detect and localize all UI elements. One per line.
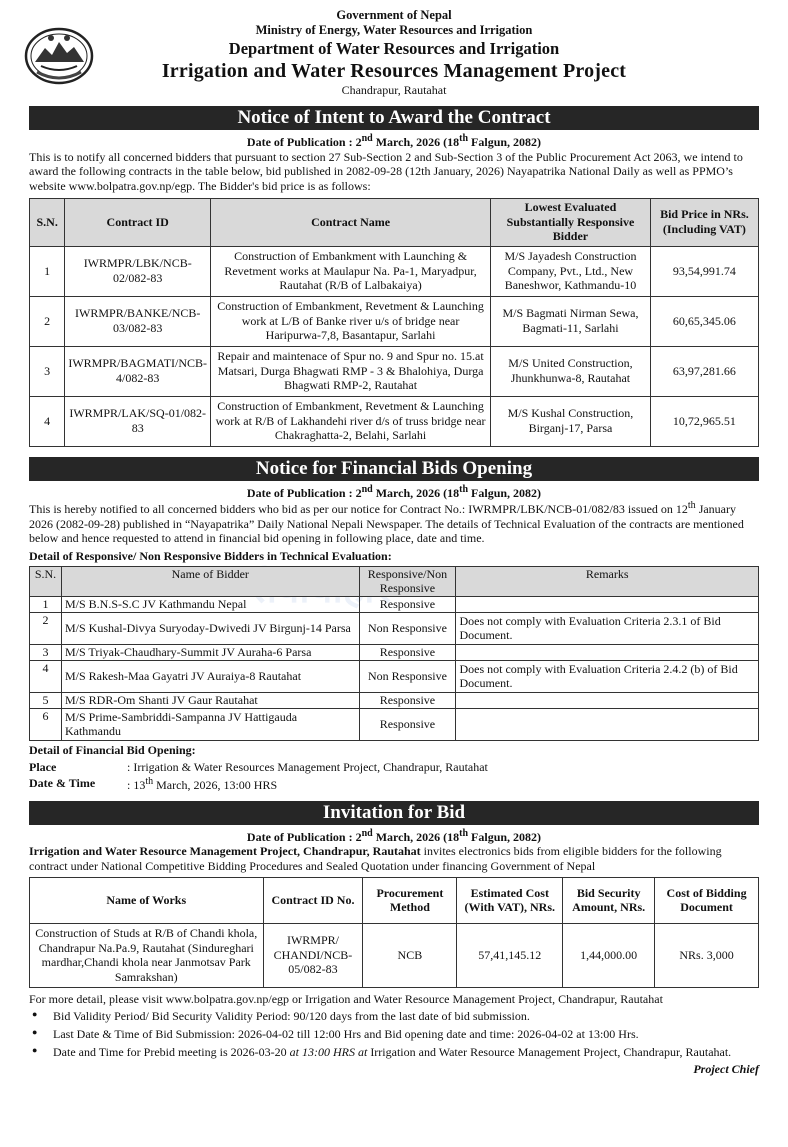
technical-eval-heading: Detail of Responsive/ Non Responsive Bidders in Technical Evaluation: [29, 549, 392, 563]
header-contract-id-no: Contract ID No. [263, 877, 363, 923]
datetime-row [29, 776, 759, 793]
banner-invitation-for-bid: Invitation for Bid [29, 801, 759, 825]
signature: Project Chief [693, 1062, 759, 1077]
table-row: 6 M/S Prime-Sambriddi-Sampanna JV Hattigauda Kathmandu Responsive [30, 708, 759, 740]
datetime-label: Date & Time [29, 776, 96, 791]
list-item: ● Last Date & Time of Bid Submission: 2026-04-02 till 12:00 Hrs and Bid opening date and time: 2026-04-02 at 13:00 Hrs. [29, 1027, 759, 1042]
award-table [29, 198, 759, 447]
header-lowest-bidder: Lowest Evaluated Substantially Responsive Bidder [491, 198, 651, 246]
header-department: Department of Water Resources and Irrigation [228, 38, 560, 58]
header-contract-id: Contract ID [65, 198, 211, 246]
more-detail: For more detail, please visit www.bolpatra.gov.np/egp or Irrigation and Water Resource Management Project, Chandrapur, Rautahat [29, 991, 663, 1006]
publication-date-1: Date of Publication : 2nd March, 2026 (18th Falgun, 2082) [246, 133, 542, 149]
invitation-intro: Irrigation and Water Resource Management Project, Chandrapur, Rautahat invites electronics bids from eligible bidders for the following contract under National Competitive Bidding Procedures and Sealed Quotation under financing Government of Nepal [29, 844, 722, 873]
notice-page [29, 8, 759, 1077]
bullet-list [29, 1009, 759, 1059]
place-value: : Irrigation & Water Resources Management Project, Chandrapur, Rautahat [127, 759, 488, 774]
header-responsive: Responsive/Non Responsive [359, 566, 456, 596]
table-row: 5 M/S RDR-Om Shanti JV Gaur Rautahat Responsive [30, 692, 759, 708]
header-bidder-name: Name of Bidder [61, 566, 359, 596]
intent-intro: This is to notify all concerned bidders that pursuant to section 27 Sub-Section 2 and Sub-Section 3 of the Public Procurement Act 2063, we intend to award the following contracts in the table below, bid published in 2082-09-28 (12th January, 2026) Nayapatrika National Daily as well as PPMO’s website www.bolpatra.gov.np/egp. The Bidder's bid price is as follows: [29, 149, 743, 193]
header-procurement-method: Procurement Method [363, 877, 457, 923]
header [29, 8, 759, 106]
header-bid-security: Bid Security Amount, NRs. [563, 877, 655, 923]
place-label: Place [29, 759, 57, 774]
place-row [29, 760, 759, 775]
table-row: 3 M/S Triyak-Chaudhary-Summit JV Auraha-6 Parsa Responsive [30, 644, 759, 660]
header-sn: S.N. [30, 198, 65, 246]
invitation-table [29, 877, 759, 988]
table-row: 4 M/S Rakesh-Maa Gayatri JV Auraiya-8 Rautahat Non Responsive Does not comply with Evaluation Criteria 2.4.2 (b) of Bid Document. [30, 660, 759, 692]
government-emblem-icon [23, 22, 95, 86]
header-location: Chandrapur, Rautahat [341, 83, 447, 98]
financial-intro: This is hereby notified to all concerned bidders who bid as per our notice for Contract No.: IWRMPR/LBK/NCB-01/082/83 issued on 12th January 2026 (2082-09-28) published in “Nayapatrika” Daily National Nepali Newspaper. The details of Technical Evaluation of the contracts are mentioned below and hence requested to attend in financial bid opening in following place, date and time. [29, 500, 744, 546]
list-item: ● Date and Time for Prebid meeting is 2026-03-20 at 13:00 HRS at Irrigation and Water Resource Management Project, Chandrapur, Rautahat. [29, 1045, 759, 1060]
header-government: Government of Nepal [336, 8, 452, 22]
header-estimated-cost: Estimated Cost (With VAT), NRs. [457, 877, 563, 923]
list-item: ● Bid Validity Period/ Bid Security Validity Period: 90/120 days from the last date of bid submission. [29, 1009, 759, 1024]
header-remarks: Remarks [456, 566, 759, 596]
banner-financial-bids: Notice for Financial Bids Opening [29, 457, 759, 481]
table-row: 2 IWRMPR/BANKE/NCB-03/082-83 Construction of Embankment, Revetment & Launching work at L/B of Banke river u/s of bridge near Haripurwa-7,8, Basantapur, Sarlahi M/S Bagmati Nirman Sewa, Bagmati-11, Sarlahi 60,65,345.06 [30, 296, 759, 346]
datetime-value: : 13th March, 2026, 13:00 HRS [127, 776, 278, 793]
header-cost-of-bidding-document: Cost of Bidding Document [655, 877, 759, 923]
header-bid-price: Bid Price in NRs. (Including VAT) [650, 198, 758, 246]
table-row: Construction of Studs at R/B of Chandi khola, Chandrapur Na.Pa.9, Rautahat (Sindureghari mardhar,Chandi khola near Janmotsav Park Samrakshan) IWRMPR/ CHANDI/NCB-05/082-83 NCB 57,41,145.12 1,44,000.00 NRs. 3,000 [30, 923, 759, 987]
table-row: 1 IWRMPR/LBK/NCB-02/082-83 Construction of Embankment with Launching & Revetment works at Maulapur Na. Pa-1, Maryadpur, Rautahat (R/B of Lalbakaiya) M/S Jayadesh Construction Company, Pvt., Ltd., New Baneshwor, Kathmandu-10 93,54,991.74 [30, 246, 759, 296]
table-row: 4 IWRMPR/LAK/SQ-01/082-83 Construction of Embankment, Revetment & Launching work at R/B of Lakhandehi river d/s of truss bridge near Chakraghatta-2, Belahi, Sarlahi M/S Kushal Construction, Birganj-17, Parsa 10,72,965.51 [30, 396, 759, 446]
technical-eval-table [29, 566, 759, 741]
banner-intent-to-award: Notice of Intent to Award the Contract [29, 106, 759, 130]
table-row: 2 M/S Kushal-Divya Suryoday-Dwivedi JV Birgunj-14 Parsa Non Responsive Does not comply with Evaluation Criteria 2.3.1 of Bid Document. [30, 612, 759, 644]
header-sn: S.N. [30, 566, 62, 596]
publication-date-2: Date of Publication : 2nd March, 2026 (18th Falgun, 2082) [246, 483, 542, 500]
header-project: Irrigation and Water Resources Management Project [161, 59, 627, 82]
header-name-of-works: Name of Works [30, 877, 264, 923]
publication-date-3: Date of Publication : 2nd March, 2026 (18th Falgun, 2082) [246, 827, 542, 844]
table-row: 3 IWRMPR/BAGMATI/NCB-4/082-83 Repair and maintenace of Spur no. 9 and Spur no. 15.at Matsari, Durga Bhagwati RMP - 3 & Bhalohiya, Durga Bhagwati RMP-2, Rautahat M/S United Construction, Jhunkhunwa-8, Rautahat 63,97,281.66 [30, 346, 759, 396]
header-ministry: Ministry of Energy, Water Resources and Irrigation [255, 23, 533, 38]
header-contract-name: Contract Name [211, 198, 491, 246]
table-row: 1 M/S B.N.S-S.C JV Kathmandu Nepal Responsive [30, 596, 759, 612]
financial-opening-heading: Detail of Financial Bid Opening: [29, 742, 196, 757]
